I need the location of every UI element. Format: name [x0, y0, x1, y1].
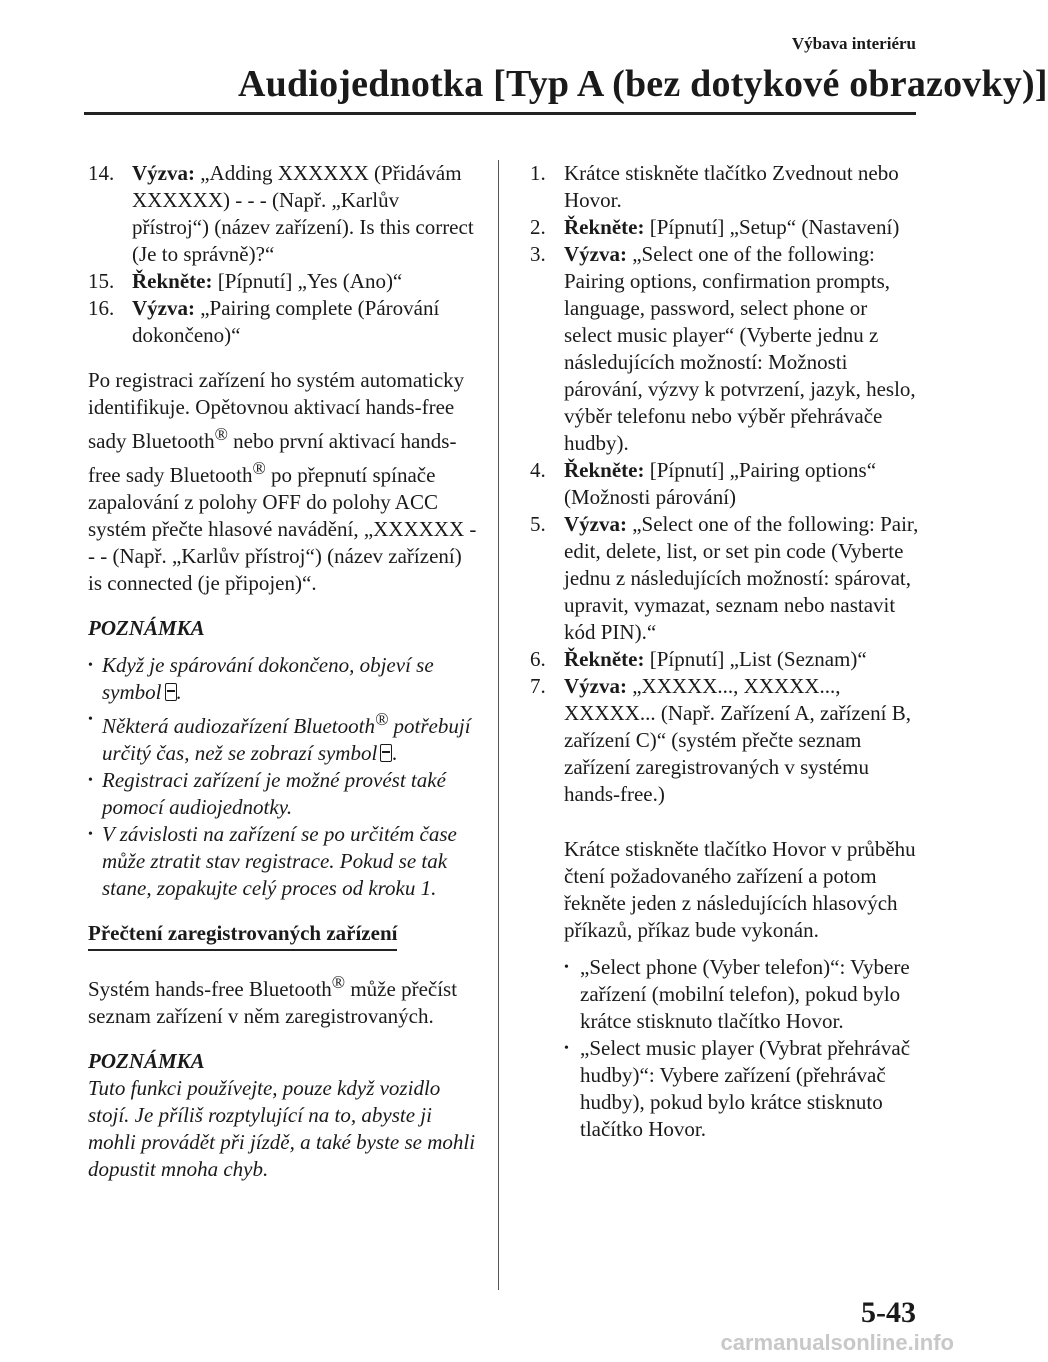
command-text: „Select phone (Vyber telefon)“: Vybere zařízení (mobilní telefon), pokud bylo krátce stisknuto tlačítko Hovor.: [580, 955, 910, 1033]
step-number: 1.: [530, 161, 546, 185]
step-label: Výzva:: [564, 674, 627, 698]
note-item-text: Když je spárování dokončeno, objeví se symbol: [102, 653, 434, 704]
step-text: „Select one of the following: Pair, edit, delete, list, or set pin code (Vyberte jednu z následujících možností: spárovat, upravit, vymazat, seznam nebo nastavit kód PIN).“: [564, 512, 919, 644]
step-label: Výzva:: [564, 512, 627, 536]
step-label: Výzva:: [132, 161, 195, 185]
note-item-text-2: potřebují určitý čas, než se zobrazí symbol: [102, 714, 471, 765]
step-text: [Pípnutí] „List (Seznam)“: [644, 647, 867, 671]
page-number: 5-43: [861, 1296, 916, 1329]
reading-section-heading: Přečtení zaregistrovaných zařízení: [88, 920, 397, 951]
step-number: 14.: [88, 161, 115, 185]
step-number: 15.: [88, 269, 115, 293]
note-item-end: .: [176, 680, 182, 704]
step-number: 4.: [530, 458, 546, 482]
note-item: [88, 767, 480, 821]
registered-mark: ®: [374, 709, 389, 729]
step-text: [Pípnutí] „Yes (Ano)“: [212, 269, 403, 293]
bullet-icon: •: [88, 773, 93, 788]
step-15: [88, 268, 480, 295]
watermark: carmanualsonline.info: [720, 1330, 954, 1355]
registration-text-2: nebo první aktivací hands-free sady Bluetooth: [88, 429, 457, 487]
bullet-icon: •: [564, 960, 569, 975]
step-label: Řekněte:: [564, 458, 645, 482]
step-2: [530, 214, 920, 241]
step-number: 2.: [530, 215, 546, 239]
step-text: [Pípnutí] „Pairing options“ (Možnosti párování): [564, 458, 877, 509]
page-title: Audiojednotka [Typ A (bez dotykové obrazovky)]: [238, 63, 1048, 105]
note-item-text: Registraci zařízení je možné provést také pomocí audiojednotky.: [102, 768, 446, 819]
note-item-text: V závislosti na zařízení se po určitém čase může ztratit stav registrace. Pokud se tak stane, zopakujte celý proces od kroku 1.: [102, 822, 457, 900]
step-number: 5.: [530, 512, 546, 536]
registration-paragraph: [88, 367, 480, 597]
command-list: [530, 954, 920, 1143]
reading-text-1: Systém hands-free Bluetooth: [88, 977, 332, 1001]
registered-mark: ®: [252, 458, 266, 478]
step-1: [530, 160, 920, 214]
step-number: 16.: [88, 296, 115, 320]
paired-device-icon: [165, 683, 177, 701]
column-divider: [498, 160, 499, 1290]
note-item-end: .: [392, 741, 398, 765]
step-label: Řekněte:: [564, 215, 645, 239]
left-column: [88, 160, 480, 1183]
step-7: [530, 673, 920, 808]
step-text: „Pairing complete (Párování dokončeno)“: [132, 296, 440, 347]
note-title: POZNÁMKA: [88, 1049, 205, 1073]
command-text: „Select music player (Vybrat přehrávač hudby)“: Vybere zařízení (přehrávač hudby), pokud bylo krátce stisknuto tlačítko Hovor.: [580, 1036, 911, 1141]
note-title: POZNÁMKA: [88, 616, 205, 640]
step-4: [530, 457, 920, 511]
step-14: [88, 160, 480, 268]
step-number: 6.: [530, 647, 546, 671]
step-text: „XXXXX..., XXXXX..., XXXXX... (Např. Zařízení A, zařízení B, zařízení C)“ (systém přečte seznam zařízení zaregistrovaných v systému hands-free.): [564, 674, 911, 806]
note-item: [88, 706, 480, 767]
bullet-icon: •: [88, 712, 93, 727]
command-item: [564, 1035, 920, 1143]
registered-mark: ®: [214, 424, 228, 444]
step-number: 7.: [530, 674, 546, 698]
registration-text-3: po přepnutí spínače zapalování z polohy OFF do polohy ACC systém přečte hlasové navádění, „XXXXXX - - - (Např. „Karlův přístroj“) (název zařízení) is connected (je připojen)“.: [88, 463, 477, 595]
step-text: Krátce stiskněte tlačítko Zvednout nebo Hovor.: [564, 161, 899, 212]
reading-text-2: může přečíst seznam zařízení v něm zaregistrovaných.: [88, 977, 458, 1028]
section-header: Výbava interiéru: [791, 34, 916, 53]
note-list: [88, 652, 480, 902]
command-item: [564, 954, 920, 1035]
reading-paragraph: [88, 969, 480, 1030]
note-item-text: Některá audiozařízení Bluetooth: [102, 714, 375, 738]
bullet-icon: •: [564, 1041, 569, 1056]
step-3: [530, 241, 920, 457]
step-text: „Select one of the following: Pairing options, confirmation prompts, language, password, select phone or select music player“ (Vyberte jednu z následujících možností: Možnosti párování, výzvy k potvrzení, jazyk, heslo, výběr telefonu nebo výběr přehrávače hudby).: [564, 242, 916, 455]
step-text: „Adding XXXXXX (Přidávám XXXXXX) - - - (Např. „Karlův přístroj“) (název zařízení). Is this correct (Je to správně)?“: [132, 161, 474, 266]
step-number: 3.: [530, 242, 546, 266]
note-item: [88, 821, 480, 902]
bullet-icon: •: [88, 827, 93, 842]
step-text: [Pípnutí] „Setup“ (Nastavení): [644, 215, 900, 239]
step-label: Výzva:: [564, 242, 627, 266]
right-column: [530, 160, 920, 1143]
step-label: Výzva:: [132, 296, 195, 320]
step-6: [530, 646, 920, 673]
step-16: [88, 295, 480, 349]
paired-device-icon: [380, 744, 392, 762]
header-rule: [84, 112, 916, 115]
bullet-icon: •: [88, 658, 93, 673]
note-text: Tuto funkci používejte, pouze když vozidlo stojí. Je příliš rozptylující na to, abyste ji mohli provádět při jízdě, a také byste se mohli dopustit mnoha chyb.: [88, 1076, 476, 1181]
note-item: [88, 652, 480, 706]
step-5: [530, 511, 920, 646]
registered-mark: ®: [331, 972, 346, 992]
hovor-paragraph: Krátce stiskněte tlačítko Hovor v průběhu čtení požadovaného zařízení a potom řekněte jeden z následujících hlasových příkazů, příkaz bude vykonán.: [564, 837, 916, 942]
registration-text-1: Po registraci zařízení ho systém automaticky identifikuje. Opětovnou aktivací hands-free sady Bluetooth: [88, 368, 465, 453]
step-label: Řekněte:: [132, 269, 213, 293]
step-label: Řekněte:: [564, 647, 645, 671]
